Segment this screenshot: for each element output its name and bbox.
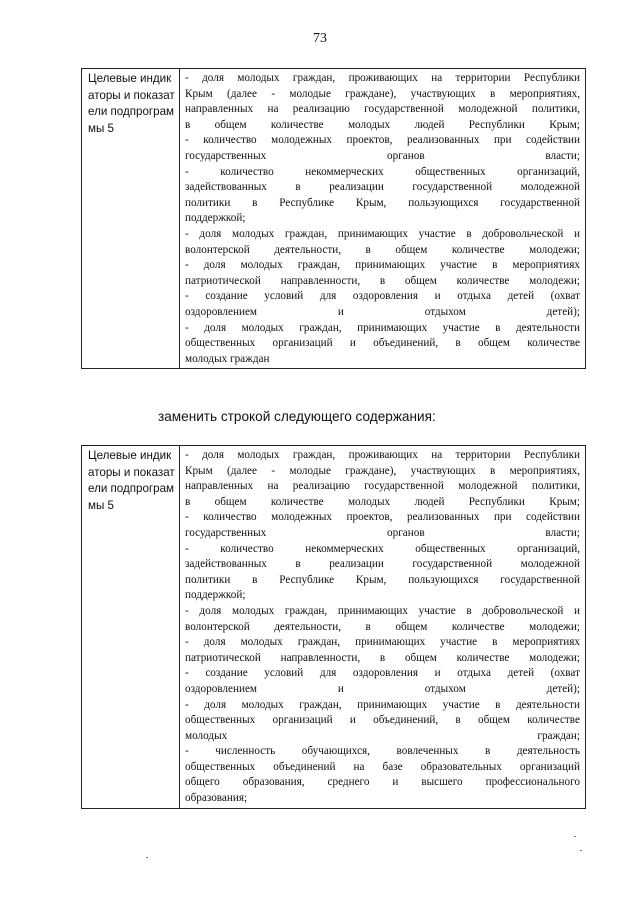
indicator-line: Крым (далее - молодые граждане), участвующих в мероприятиях, xyxy=(185,87,580,100)
indicator-line: политики в Республике Крым, пользующихся государственной xyxy=(185,573,580,586)
indicator-line: - доля молодых граждан, принимающих участие в мероприятиях xyxy=(185,259,580,272)
indicator-line: - доля молодых граждан, принимающих участие в мероприятиях xyxy=(185,636,580,649)
indicators-text xyxy=(185,71,580,367)
page-number: 73 xyxy=(313,31,327,46)
indicator-line: - количество молодежных проектов, реализованных при содействии xyxy=(185,511,580,524)
indicator-line: общественных организаций и объединений, в общем количестве xyxy=(185,337,580,350)
indicator-line: направленных на реализацию государственной молодежной политики, xyxy=(185,480,580,493)
indicator-line: - количество некоммерческих общественных организаций, xyxy=(185,165,580,178)
row-label-cell: Целевые индикаторы и показатели подпрограммы 5 xyxy=(82,69,180,369)
indicator-line: в общем количестве молодых людей Республики Крым; xyxy=(185,118,580,131)
indicator-line: патриотической направленности, в общем количестве молодежи; xyxy=(185,651,580,664)
indicator-line: - доля молодых граждан, принимающих участие в добровольческой и xyxy=(185,227,580,240)
indicator-line: молодых граждан xyxy=(185,352,270,365)
row-label-cell: Целевые индикаторы и показатели подпрограммы 5 xyxy=(82,446,180,809)
indicator-line: задействованных в реализации государственной молодежной xyxy=(185,558,580,571)
indicator-line: направленных на реализацию государственной молодежной политики, xyxy=(185,103,580,116)
indicator-line: в общем количестве молодых людей Республики Крым; xyxy=(185,495,580,508)
indicator-line: поддержкой; xyxy=(185,589,246,602)
indicators-table-replacement xyxy=(81,445,586,809)
table-row xyxy=(82,69,586,369)
indicator-line: - доля молодых граждан, проживающих на территории Республики xyxy=(185,449,580,461)
indicator-line: - создание условий для оздоровления и отдыха детей (охват xyxy=(185,667,580,680)
table-row xyxy=(82,446,586,809)
indicator-line: общественных организаций и объединений, в общем количестве xyxy=(185,714,580,727)
indicator-line: патриотической направленности, в общем количестве молодежи; xyxy=(185,274,580,287)
indicator-line: государственных органов власти; xyxy=(185,149,580,162)
indicator-line: - создание условий для оздоровления и отдыха детей (охват xyxy=(185,290,580,303)
indicator-line: - численность обучающихся, вовлеченных в деятельность xyxy=(185,745,580,758)
indicator-line: - количество некоммерческих общественных организаций, xyxy=(185,542,580,555)
indicator-line: общественных объединений на базе образовательных организаций xyxy=(185,760,580,773)
indicator-line: волонтерской деятельности, в общем количестве молодежи; xyxy=(185,620,580,633)
indicator-line: образования; xyxy=(185,792,248,805)
indicator-line: оздоровлением и отдыхом детей); xyxy=(185,305,580,318)
indicator-line: поддержкой; xyxy=(185,212,246,225)
indicator-line: оздоровлением и отдыхом детей); xyxy=(185,682,580,695)
indicators-cell xyxy=(180,446,586,809)
indicators-text xyxy=(185,448,580,807)
indicator-line: - количество молодежных проектов, реализованных при содействии xyxy=(185,134,580,147)
indicator-line: государственных органов власти; xyxy=(185,526,580,539)
indicator-line: - доля молодых граждан, проживающих на территории Республики xyxy=(185,72,580,84)
indicator-line: общего образования, среднего и высшего профессионального xyxy=(185,776,580,789)
scan-speck xyxy=(146,857,148,858)
indicator-line: - доля молодых граждан, принимающих участие в деятельности xyxy=(185,698,580,711)
indicator-line: волонтерской деятельности, в общем количестве молодежи; xyxy=(185,243,580,256)
scan-speck xyxy=(574,836,576,837)
indicators-cell xyxy=(180,69,586,369)
replacement-instruction: заменить строкой следующего содержания: xyxy=(158,409,436,424)
indicator-line: задействованных в реализации государственной молодежной xyxy=(185,181,580,194)
indicator-line: - доля молодых граждан, принимающих участие в добровольческой и xyxy=(185,604,580,617)
scan-speck xyxy=(580,850,582,851)
indicator-line: политики в Республике Крым, пользующихся государственной xyxy=(185,196,580,209)
indicator-line: - доля молодых граждан, принимающих участие в деятельности xyxy=(185,321,580,334)
indicator-line: Крым (далее - молодые граждане), участвующих в мероприятиях, xyxy=(185,464,580,477)
indicator-line: молодых граждан; xyxy=(185,729,580,742)
indicators-table-original xyxy=(81,68,586,369)
